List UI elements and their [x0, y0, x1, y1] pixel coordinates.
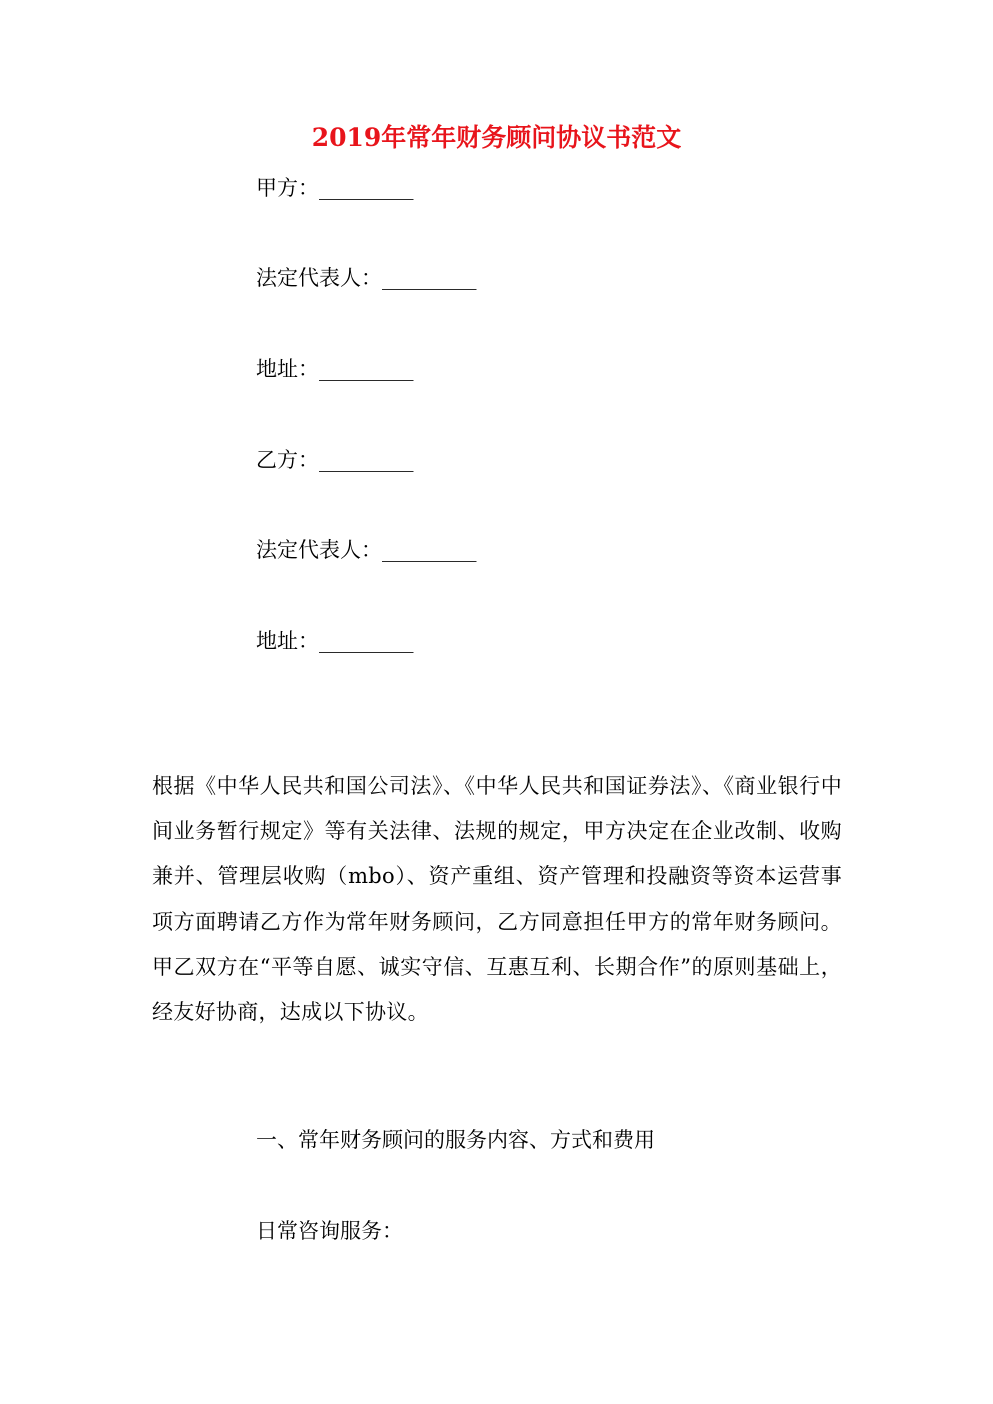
- party-b-address-label: 地址：: [256, 629, 319, 653]
- party-b-address-blank: _________: [319, 629, 414, 653]
- document-title: 2019年常年财务顾问协议书范文: [311, 123, 682, 152]
- party-a-field: [256, 172, 414, 204]
- party-b-address-field: [256, 625, 414, 657]
- subsection-heading: 日常咨询服务：: [256, 1219, 403, 1243]
- party-b-label: 乙方：: [256, 448, 319, 472]
- section-heading: 一、常年财务顾问的服务内容、方式和费用: [256, 1128, 655, 1152]
- party-a-blank: _________: [319, 176, 414, 200]
- party-a-legal-rep-label: 法定代表人：: [256, 266, 382, 290]
- party-a-legal-rep-field: [256, 262, 477, 294]
- party-b-legal-rep-label: 法定代表人：: [256, 538, 382, 562]
- party-b-legal-rep-blank: _________: [382, 538, 477, 562]
- party-b-legal-rep-field: [256, 534, 477, 566]
- party-a-address-label: 地址：: [256, 357, 319, 381]
- intro-paragraph: 根据《中华人民共和国公司法》、《中华人民共和国证券法》、《商业银行中间业务暂行规定》等有关法律、法规的规定，甲方决定在企业改制、收购兼并、管理层收购（mbo）、资产重组、资产管理和投融资等资本运营事项方面聘请乙方作为常年财务顾问，乙方同意担任甲方的常年财务顾问。甲乙双方在“平等自愿、诚实守信、互惠互利、长期合作”的原则基础上，经友好协商，达成以下协议。: [152, 774, 842, 1025]
- party-a-address-blank: _________: [319, 357, 414, 381]
- party-a-legal-rep-blank: _________: [382, 266, 477, 290]
- party-b-blank: _________: [319, 448, 414, 472]
- party-a-address-field: [256, 353, 414, 385]
- party-a-label: 甲方：: [256, 176, 319, 200]
- party-b-field: [256, 444, 414, 476]
